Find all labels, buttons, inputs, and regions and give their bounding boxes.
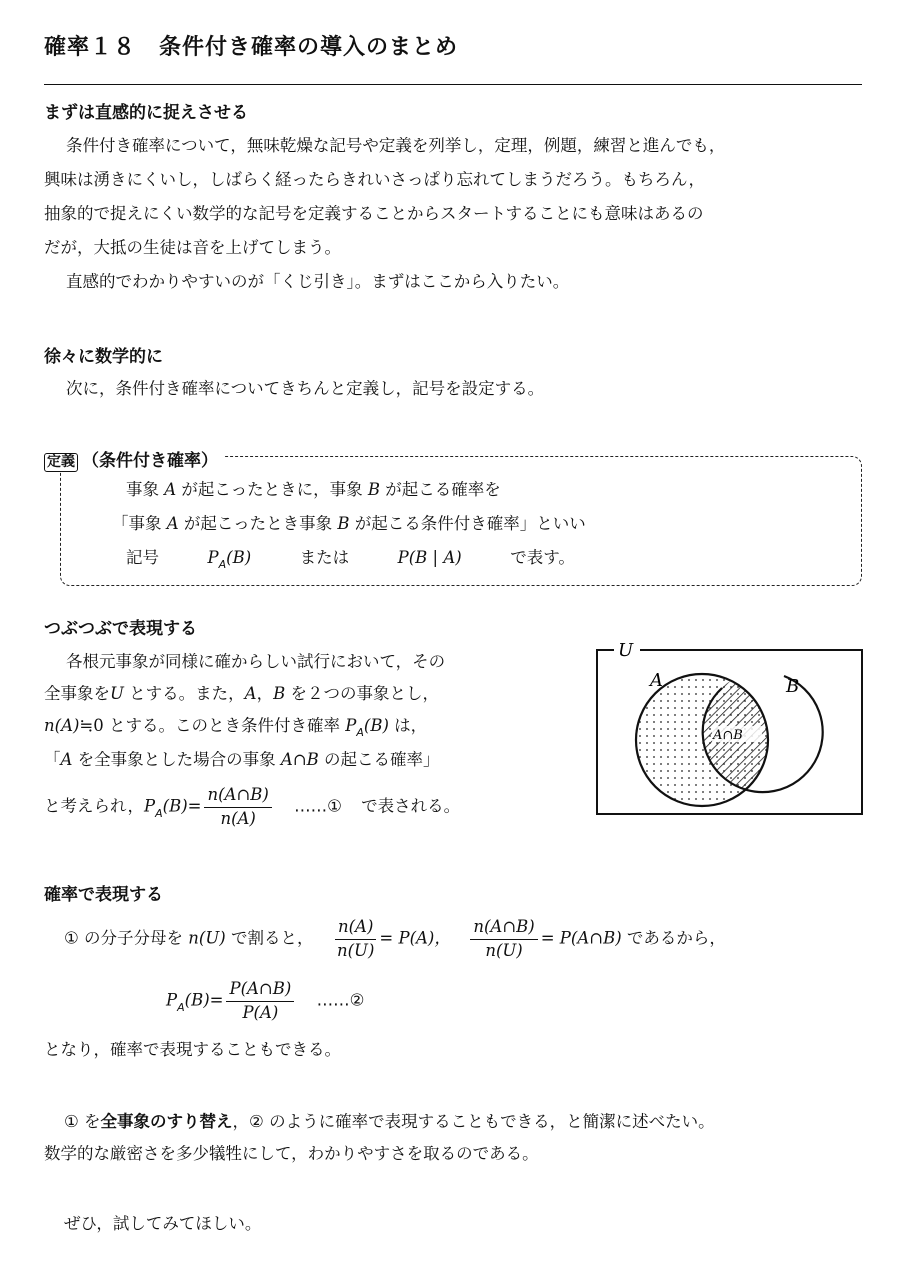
fraction: $\frac{P(A\cap B)}{P(A)}$ — [226, 978, 294, 1024]
emphasis-text: 全事象のすり替え — [100, 1112, 233, 1131]
paragraph-line: 直感的でわかりやすいのが「くじ引き」。まずはここから入りたい。 — [66, 272, 570, 291]
formula-line-1: と考えられ，$P_A(B)=$ $\frac{n(A\cap B)}{n(A)}$ ……① で表される。 — [44, 785, 461, 828]
fraction: $\frac{n(A\cap B)}{n(A)}$ — [204, 784, 271, 830]
definition-line-3: 記号 $P_A(B)$ または P(B | A) で表す。 — [126, 548, 575, 571]
venn-label-U: U — [618, 640, 634, 661]
section-heading-intuitive: まずは直感的に捉えさせる — [44, 103, 248, 123]
definition-label — [44, 446, 224, 472]
definition-tag: 定義 — [44, 453, 78, 472]
formula-line-2: ① の分子分母を n(U) で割ると， $\frac{n(A)}{n(U)}$ = P(A)， $\frac{n(A\cap B)}{n(U)}$ = P(A∩B) であるから， — [64, 917, 726, 960]
paragraph-line: 抽象的で捉えにくい数学的な記号を定義することからスタートすることにも意味はあるの — [44, 204, 704, 223]
paragraph-line: ① を全事象のすり替え，② のように確率で表現することもできる，と簡潔に述べたい。 — [64, 1112, 715, 1131]
paragraph-line: 条件付き確率について，無味乾燥な記号や定義を列挙し，定理，例題，練習と進んでも， — [66, 136, 726, 155]
definition-line-2: 「事象 A が起こったとき事象 B が起こる条件付き確率」といい — [112, 514, 586, 533]
definition-line-1: 事象 A が起こったときに，事象 B が起こる確率を — [126, 480, 501, 499]
venn-diagram — [596, 636, 864, 818]
paragraph-line: 数学的な厳密さを多少犠牲にして，わかりやすさを取るのである。 — [44, 1144, 539, 1163]
section-heading-probability: 確率で表現する — [44, 885, 163, 905]
section-heading-dots: つぶつぶで表現する — [44, 619, 197, 639]
fraction: $\frac{n(A)}{n(U)}$ — [336, 917, 375, 960]
title-divider — [44, 84, 862, 85]
paragraph-line: 各根元事象が同様に確からしい試行において，その — [66, 652, 446, 671]
paragraph-line: 次に，条件付き確率についてきちんと定義し，記号を設定する。 — [66, 379, 545, 398]
venn-label-intersection: A∩B — [713, 728, 743, 743]
paragraph-line: だが，大抵の生徒は音を上げてしまう。 — [44, 238, 341, 257]
formula-line-3: $P_A(B)=$ $\frac{P(A\cap B)}{P(A)}$ ……② — [166, 979, 365, 1022]
paragraph-line: 全事象をU とする。また，A，B を２つの事象とし， — [44, 684, 439, 703]
paragraph-line: となり，確率で表現することもできる。 — [44, 1040, 341, 1059]
page-title: 確率１８ 条件付き確率の導入のまとめ — [44, 35, 459, 60]
fraction: $\frac{n(A\cap B)}{n(U)}$ — [470, 916, 537, 962]
paragraph-line: 興味は湧きにくいし，しばらく経ったらきれいさっぱり忘れてしまうだろう。もちろん， — [44, 170, 705, 189]
definition-title: （条件付き確率） — [82, 451, 218, 471]
venn-label-A: A — [650, 670, 663, 691]
paragraph-line: 「A を全事象とした場合の事象 A∩B の起こる確率」 — [44, 750, 440, 769]
closing-line: ぜひ，試してみてほしい。 — [64, 1214, 262, 1233]
section-heading-gradual: 徐々に数学的に — [44, 347, 163, 367]
paragraph-line: n(A)≒0 とする。このとき条件付き確率 $P_A(B)$ は， — [44, 716, 428, 739]
venn-label-B: B — [786, 676, 800, 697]
